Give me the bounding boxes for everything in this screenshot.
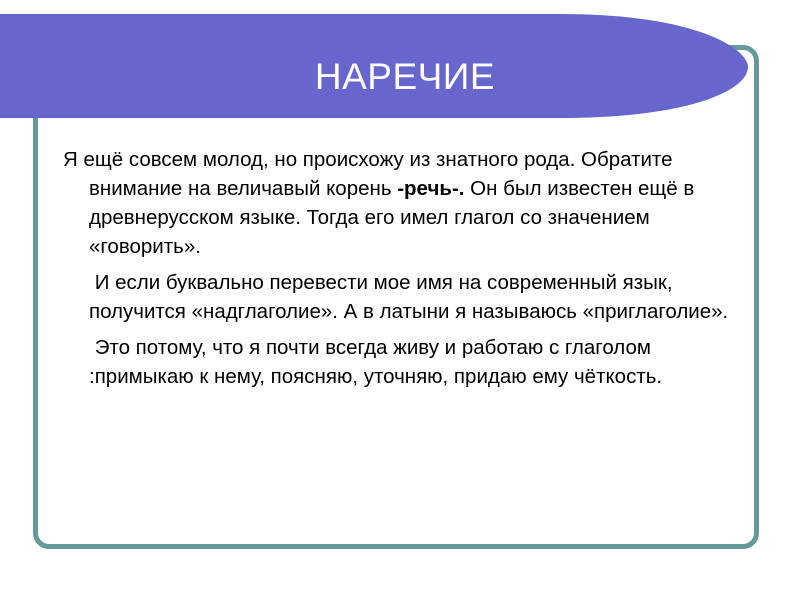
slide-title: НАРЕЧИЕ [314,56,496,97]
paragraph-2: И если буквально перевести мое имя на современный язык, получится «надглаголие». А в латыни я называюсь «приглаголие». [89,271,729,323]
paragraph-1-text-continued: Он был известен ещё в древнерусском языке. Тогда его имел глагол со значением «говорить». [89,177,695,258]
paragraph-1 [63,145,743,261]
paragraph-3: Это потому, что я почти всегда живу и работаю с глаголом :примыкаю к нему, поясняю, уточняю, придаю ему чёткость. [89,336,663,388]
paragraph-1-text: Я ещё совсем молод, но происхожу из знатного рода. Обратите внимание на величавый корень [63,148,673,200]
slide-body [63,145,743,398]
bold-root-term: -речь-. [397,177,465,200]
